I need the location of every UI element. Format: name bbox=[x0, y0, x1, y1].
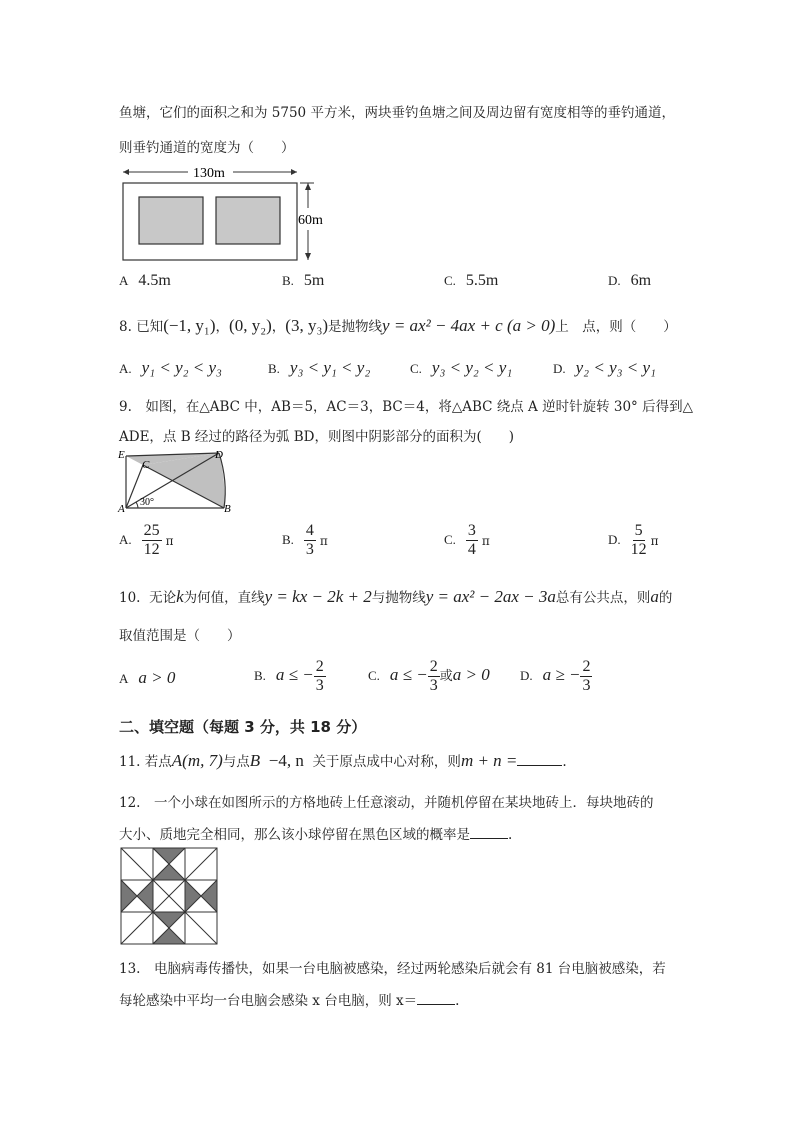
q10-option-d[interactable]: D. a ≥ − $\frac{2}{3}$ bbox=[520, 658, 591, 694]
q7-option-a[interactable]: A 4.5m bbox=[119, 272, 171, 289]
q11-stem: 11. 若点A(m, 7)与点B −4, n 关于原点成中心对称，则m + n = . bbox=[119, 751, 567, 770]
q13-answer-blank[interactable] bbox=[417, 1004, 455, 1005]
q12-tile-figure bbox=[119, 846, 219, 946]
q8-stem: 8. 已知(−1, y₁)，(0, y₂)，(3, y₃)是抛物线y = ax² − 4ax + c (a > 0)上 点，则（ ） bbox=[119, 316, 677, 335]
q7-line-2: 则垂钓通道的宽度为（ ） bbox=[119, 140, 295, 156]
q10-line-2: 取值范围是（ ） bbox=[119, 628, 241, 644]
q9-label-D: D bbox=[215, 449, 223, 461]
q12-line-1: 12. 一个小球在如图所示的方格地砖上任意滚动，并随机停留在某块地砖上．每块地砖的 bbox=[119, 795, 654, 811]
q7-option-b[interactable]: B. 5m bbox=[282, 272, 325, 289]
q9-angle-label: 30° bbox=[140, 497, 154, 508]
q8-option-a[interactable]: A. y₁ < y₂ < y₃ bbox=[119, 358, 222, 377]
q10-option-b[interactable]: B. a ≤ − $\frac{2}{3}$ bbox=[254, 658, 324, 694]
q9-figure bbox=[116, 446, 241, 516]
q9-label-A: A bbox=[118, 503, 125, 515]
q10-option-a[interactable]: A a > 0 bbox=[119, 668, 176, 687]
q9-option-b[interactable]: B. $\frac{4}{3}$ π bbox=[282, 522, 328, 558]
q8-option-c[interactable]: C. y₃ < y₂ < y₁ bbox=[410, 358, 513, 377]
q7-figure bbox=[118, 160, 333, 265]
q9-option-d[interactable]: D. $\frac{5}{12}$ π bbox=[608, 522, 659, 558]
q8-option-b[interactable]: B. y₃ < y₁ < y₂ bbox=[268, 358, 371, 377]
q12-line-2: 大小、质地完全相同，那么该小球停留在黑色区域的概率是 . bbox=[119, 827, 513, 843]
q7-height-label: 60m bbox=[298, 213, 323, 228]
q10-stem: 10. 无论k为何值，直线y = kx − 2k + 2与抛物线y = ax² − 2ax − 3a总有公共点，则a的 bbox=[119, 587, 673, 606]
section-2-title: 二、填空题（每题 3 分，共 18 分） bbox=[119, 718, 367, 736]
q9-label-C: C bbox=[142, 459, 150, 471]
q7-width-label: 130m bbox=[193, 166, 225, 181]
q9-line-2: ADE，点 B 经过的路径为弧 BD，则图中阴影部分的面积为( ) bbox=[119, 429, 514, 445]
q7-option-d[interactable]: D. 6m bbox=[608, 272, 652, 289]
q9-option-a[interactable]: A. $\frac{25}{12}$ π bbox=[119, 522, 174, 558]
q12-answer-blank[interactable] bbox=[470, 838, 508, 839]
q7-line-1: 鱼塘，它们的面积之和为 5750 平方米，两块垂钓鱼塘之间及周边留有宽度相等的垂钓通道， bbox=[119, 105, 675, 121]
q9-label-B: B bbox=[224, 503, 231, 515]
q10-option-c[interactable]: C. a ≤ − $\frac{2}{3}$ 或a > 0 bbox=[368, 658, 490, 694]
q7-option-c[interactable]: C. 5.5m bbox=[444, 272, 499, 289]
q13-line-1: 13. 电脑病毒传播快，如果一台电脑被感染，经过两轮感染后就会有 81 台电脑被感染，若 bbox=[119, 961, 666, 977]
q11-answer-blank[interactable] bbox=[517, 765, 562, 766]
q13-line-2: 每轮感染中平均一台电脑会感染 x 台电脑，则 x＝ . bbox=[119, 993, 460, 1009]
q9-label-E: E bbox=[118, 449, 125, 461]
q9-line-1: 9. 如图，在△ABC 中，AB＝5，AC＝3，BC＝4，将△ABC 绕点 A 逆时针旋转 30° 后得到△ bbox=[119, 399, 693, 415]
q8-option-d[interactable]: D. y₂ < y₃ < y₁ bbox=[553, 358, 656, 377]
q9-option-c[interactable]: C. $\frac{3}{4}$ π bbox=[444, 522, 490, 558]
